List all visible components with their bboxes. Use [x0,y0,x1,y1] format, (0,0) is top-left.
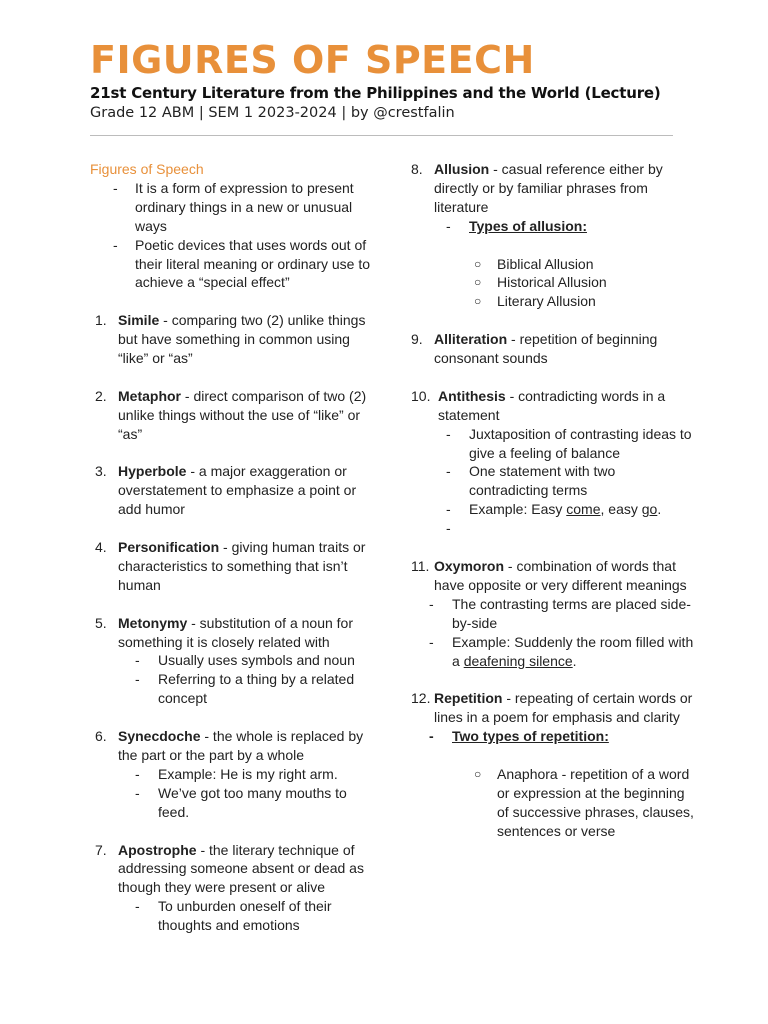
item-number: 7. [95,841,107,858]
dash-bullet: - [135,765,140,782]
list-item-repetition [408,689,698,727]
sub-point-text: Juxtaposition of contrasting ideas to give a feeling of balance [469,425,692,461]
empty-sub-point [408,519,698,538]
list-item-synecdoche [90,727,380,765]
circle-point-text: Historical Allusion [497,274,607,291]
circle-point [408,765,698,841]
item-number: 4. [95,539,107,556]
example-text: Example: Easy [469,501,567,518]
item-description: - comparing two (2) unlike things but have something in common using “like” or “as” [118,312,366,367]
item-term: Antithesis [438,387,506,404]
sub-heading-text: Two types of repetition: [452,728,609,745]
intro-point [90,179,380,236]
item-term: Allusion [434,161,490,177]
sub-point-text: We’ve got too many mouths to feed. [158,784,347,820]
dash-bullet: - [446,425,451,442]
intro-point-text: Poetic devices that uses words out of their literal meaning or ordinary use to achieve a “special effect” [135,236,371,291]
dash-bullet: - [135,784,140,801]
list-item-simile [90,311,380,368]
circle-bullet: ○ [474,275,482,290]
dash-bullet: - [446,217,451,234]
item-term: Oxymoron [434,557,505,574]
item-number: 12. [411,690,431,707]
sub-point [90,784,380,822]
sub-point-text: Example: He is my right arm. [158,765,338,782]
sub-heading [408,727,698,746]
list-item-personification [90,538,380,595]
item-number: 2. [95,387,107,404]
item-number: 1. [95,312,107,329]
sub-heading [408,217,698,236]
sub-point [90,897,380,935]
sub-point-text: Referring to a thing by a related concept [158,671,355,707]
item-term: Metaphor [118,387,181,404]
item-description: - repetition of beginning consonant sounds [434,331,658,367]
circle-point [408,273,698,292]
list-item-oxymoron [408,557,698,595]
item-term: Metonymy [118,614,188,631]
list-item-metaphor [90,387,380,444]
dash-bullet: - [135,898,140,915]
item-number: 6. [95,728,107,745]
item-description: - giving human traits or characteristics to something that isn’t human [118,539,366,593]
header-divider [90,135,673,136]
sub-point [90,765,380,784]
item-term: Simile [118,312,160,329]
item-description: - the literary technique of addressing someone absent or dead as though they were present or alive [118,841,364,896]
item-number: 9. [411,331,423,348]
circle-point [408,292,698,311]
sub-point-text: The contrasting terms are placed side-by-side [452,595,691,631]
item-number: 11. [411,557,430,574]
list-item-apostrophe [90,841,380,898]
item-term: Apostrophe [118,841,197,858]
sub-heading-text: Types of allusion: [469,217,587,234]
item-number: 5. [95,614,107,631]
item-description: - substitution of a noun for something it is closely related with [118,614,353,650]
item-number: 10. [411,387,431,404]
dash-bullet: - [429,728,434,745]
item-description: - combination of words that have opposite or very different meanings [434,557,687,593]
sub-point [90,670,380,708]
circle-bullet: ○ [474,766,482,781]
dash-bullet: - [446,501,451,518]
dash-bullet: - [429,633,434,650]
item-description: - direct comparison of two (2) unlike things without the use of “like” or “as” [118,387,367,442]
intro-point [90,236,380,293]
item-number: 3. [95,463,107,480]
sub-point-text: Usually uses symbols and noun [158,652,355,669]
example-text: . [657,501,662,518]
sub-point-text: To unburden oneself of their thoughts and emotions [158,898,332,934]
item-term: Synecdoche [118,728,201,745]
list-item-antithesis [408,387,698,425]
dash-bullet: - [113,236,118,253]
example-text: , easy [600,501,642,518]
dash-bullet: - [446,463,451,480]
sub-point [90,651,380,670]
sub-point [408,595,698,633]
left-column [90,160,380,935]
dash-bullet: - [429,595,434,612]
item-description: - the whole is replaced by the part or the part by a whole [118,728,364,763]
circle-point-text: Biblical Allusion [497,255,594,272]
example-point [408,500,698,519]
circle-point-text: Anaphora - repetition of a word or expression at the beginning of successive phrases, clauses, sentences or verse [497,765,694,839]
sub-point [408,425,698,463]
item-description: - repeating of certain words or lines in a poem for emphasis and clarity [434,690,693,726]
dash-bullet: - [446,520,451,537]
item-term: Hyperbole [118,463,187,480]
list-item-metonymy [90,614,380,652]
circle-point [408,255,698,274]
example-point [408,633,698,671]
item-term: Personification [118,539,220,556]
right-column [408,160,698,841]
dash-bullet: - [113,179,118,196]
list-item-allusion [408,160,698,217]
page-title: FIGURES OF SPEECH [90,38,535,82]
item-description: - casual reference either by directly or by familiar phrases from literature [434,161,663,215]
course-subtitle: 21st Century Literature from the Philippines and the World (Lecture) [90,84,661,102]
item-number: 8. [411,161,423,177]
section-heading: Figures of Speech [90,161,204,177]
example-text: . [572,652,577,669]
sub-point-text: One statement with two contradicting terms [469,463,616,499]
item-description: - contradicting words in a statement [438,387,666,423]
intro-point-text: It is a form of expression to present ordinary things in a new or unusual ways [135,179,354,234]
sub-point [408,462,698,500]
item-description: - a major exaggeration or overstatement to emphasize a point or add humor [118,463,357,518]
example-underlined: go [641,501,658,518]
circle-bullet: ○ [474,294,482,309]
example-text: Example: Suddenly the room filled with a [452,633,694,669]
item-term: Repetition [434,690,503,707]
dash-bullet: - [135,671,140,688]
list-item-alliteration [408,330,698,368]
circle-point-text: Literary Allusion [497,293,596,310]
example-underlined: come [566,501,601,518]
circle-bullet: ○ [474,256,482,271]
item-term: Alliteration [434,331,508,348]
example-underlined: deafening silence [463,652,573,669]
list-item-hyperbole [90,462,380,519]
dash-bullet: - [135,652,140,669]
course-meta: Grade 12 ABM | SEM 1 2023-2024 | by @crestfalin [90,105,455,121]
